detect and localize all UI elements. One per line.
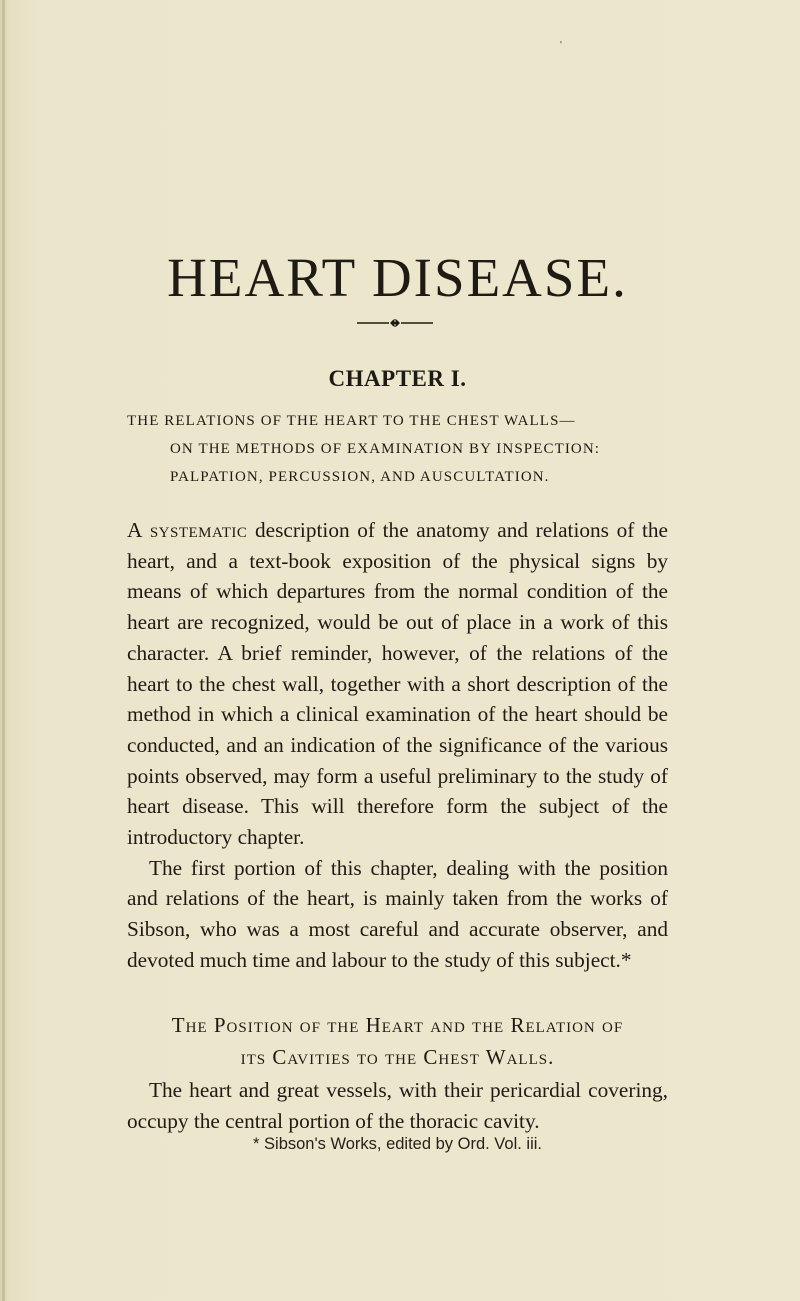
section-heading xyxy=(127,1009,668,1073)
ornament-divider-icon xyxy=(357,318,433,328)
paragraph-body: description of the anatomy and relations of the heart, and a text-book exposition of the physical signs by means of which departures from the normal condition of the heart are recognized, would be out of place in a work of this character. A brief reminder, however, of the relations of the heart to the chest wall, together with a short description of the method in which a clinical examination of the heart should be conducted, and an indication of the significance of the various points observed, may form a useful preliminary to the study of heart disease. This will therefore form the subject of the introductory chapter. xyxy=(127,518,669,850)
body-text xyxy=(127,515,668,976)
chapter-subtitle-line: THE RELATIONS OF THE HEART TO THE CHEST WALLS— xyxy=(127,413,576,429)
chapter-subtitle-line: PALPATION, PERCUSSION, AND AUSCULTATION. xyxy=(170,469,550,485)
chapter-subtitle xyxy=(127,407,668,491)
book-gutter xyxy=(2,0,5,1301)
paragraph-sources: The first portion of this chapter, dealing with the position and relations of the heart, is mainly taken from the works of Sibson, who was a most careful and accurate observer, and devoted much time and labour to the study of this subject.* xyxy=(127,855,668,972)
stray-mark: ' xyxy=(560,40,562,51)
footnote: * Sibson's Works, edited by Ord. Vol. iii. xyxy=(253,1135,542,1153)
section-heading-line: its Cavities to the Chest Walls. xyxy=(240,1045,555,1069)
page-title: HEART DISEASE. xyxy=(167,247,628,308)
paragraph-heart-position: The heart and great vessels, with their pericardial covering, occupy the central portion of the thoracic cavity. xyxy=(127,1078,668,1133)
section-heading-line: The Position of the Heart and the Relation of xyxy=(171,1013,624,1037)
paragraph-lead: A systematic xyxy=(127,518,248,542)
chapter-subtitle-line: ON THE METHODS OF EXAMINATION BY INSPECTION: xyxy=(170,441,601,457)
body-text-section xyxy=(127,1075,668,1136)
paragraph-intro xyxy=(127,515,668,853)
chapter-heading: CHAPTER I. xyxy=(328,366,467,391)
